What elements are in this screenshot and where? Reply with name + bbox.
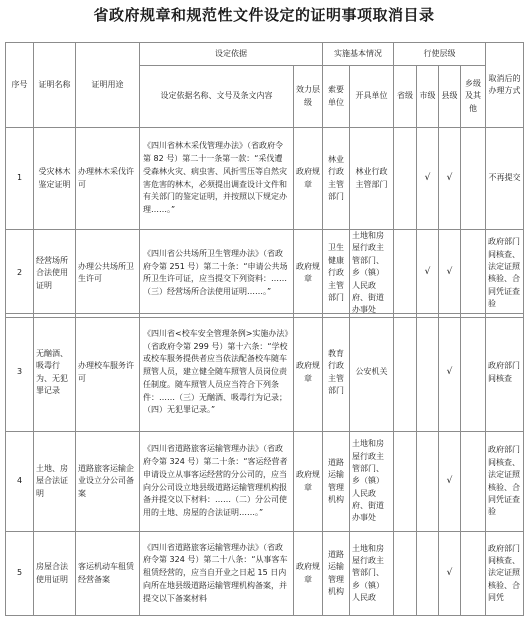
row-after: 政府部门间核查、法定证照核验、合同凭 [486, 532, 524, 616]
header-province: 省级 [394, 66, 417, 128]
row-township-mark [461, 432, 486, 532]
row-township-mark [461, 532, 486, 616]
row-province-mark [394, 432, 417, 532]
row-township-mark [461, 128, 486, 230]
row-level: 政府规章 [294, 532, 323, 616]
table-row [6, 314, 524, 432]
row-claim-unit: 教育行政主管部门 [323, 314, 350, 432]
header-level: 效力层级 [294, 66, 323, 128]
row-seq: 3 [6, 314, 34, 432]
header-name: 证明名称 [34, 43, 76, 128]
row-county-mark: √ [439, 532, 461, 616]
row-basis: 《四川省公共场所卫生管理办法》（省政府令第 251 号）第二十条：“申请公共场所卫生许可证，应当提交下列资料：……（三）经营场所合法使用证明……。” [140, 230, 294, 318]
row-township-mark [461, 230, 486, 318]
row-level: 政府规章 [294, 230, 323, 318]
row-city-mark: √ [417, 128, 439, 230]
row-city-mark [417, 314, 439, 432]
row-issue-unit: 公安机关 [350, 314, 394, 432]
table-row [6, 128, 524, 230]
header-claim-unit: 索要单位 [323, 66, 350, 128]
row-province-mark [394, 532, 417, 616]
row-name: 无酗酒、吸毒行为、无犯罪记录 [34, 314, 76, 432]
page-title: 省政府规章和规范性文件设定的证明事项取消目录 [93, 6, 435, 24]
row-level: 政府规章 [294, 314, 323, 432]
header-seq: 序号 [6, 43, 34, 128]
header-basis-group: 设定依据 [140, 43, 323, 66]
row-county-mark: √ [439, 432, 461, 532]
row-issue-unit: 土地和房屋行政主管部门、乡（镇）人民政 [350, 532, 394, 616]
row-name: 房屋合法使用证明 [34, 532, 76, 616]
row-claim-unit: 道路运输管理机构 [323, 532, 350, 616]
row-county-mark: √ [439, 230, 461, 318]
row-township-mark [461, 314, 486, 432]
row-seq: 4 [6, 432, 34, 532]
header-impl-group: 实施基本情况 [323, 43, 394, 66]
row-seq: 1 [6, 128, 34, 230]
row-level: 政府规章 [294, 432, 323, 532]
row-name: 受灾林木鉴定证明 [34, 128, 76, 230]
row-purpose: 办理公共场所卫生许可 [76, 230, 140, 318]
row-city-mark [417, 532, 439, 616]
header-purpose: 证明用途 [76, 43, 140, 128]
row-basis: 《四川省<校车安全管理条例>实施办法》（省政府令第 299 号）第十六条：“学校或校车服务提供者应当依法配备校车随车照管人员，建立健全随车照管人员岗位责任制度。随车照管人员应当符合下列条件：……（三）无酗酒、吸毒行为记录；（四）无犯罪记录。” [140, 314, 294, 432]
table-row [6, 230, 524, 318]
table-row [6, 432, 524, 532]
header-city: 市级 [417, 66, 439, 128]
row-purpose: 道路旅客运输企业设立分公司备案 [76, 432, 140, 532]
header-township: 乡级及其他 [461, 66, 486, 128]
certificate-table-part-2 [5, 313, 524, 616]
row-county-mark: √ [439, 128, 461, 230]
header-issue-unit: 开具单位 [350, 66, 394, 128]
row-claim-unit: 道路运输管理机构 [323, 432, 350, 532]
row-city-mark: √ [417, 230, 439, 318]
row-name: 经营场所合法使用证明 [34, 230, 76, 318]
row-after: 政府部门间核查、法定证照核验、合同凭证查验 [486, 230, 524, 318]
row-city-mark [417, 432, 439, 532]
row-basis: 《四川省林木采伐管理办法》（省政府令第 82 号）第二十一条第一款：“采伐遭受森林火灾、病虫害、风折雪压等自然灾害危害的林木，必须提出调查设计文件和有关部门的鉴定证明，并按照以下规定办理……。” [140, 128, 294, 230]
row-basis: 《四川省道路旅客运输管理办法》（省政府令第 324 号）第二十条：“客运经营者申请设立从事客运经营的分公司的，应当向分公司设立地县级道路运输管理机构报备并提交以下材料：……（二）分公司使用的土地、房屋的合法证明……。” [140, 432, 294, 532]
row-purpose: 客运机动车租赁经营备案 [76, 532, 140, 616]
row-county-mark: √ [439, 314, 461, 432]
header-after: 取消后的办理方式 [486, 43, 524, 128]
row-issue-unit: 林业行政主管部门 [350, 128, 394, 230]
header-basis-detail: 设定依据名称、文号及条文内容 [140, 66, 294, 128]
row-province-mark [394, 128, 417, 230]
row-claim-unit: 林业行政主管部门 [323, 128, 350, 230]
row-seq: 5 [6, 532, 34, 616]
row-issue-unit: 土地和房屋行政主管部门、乡（镇）人民政府、街道办事处 [350, 432, 394, 532]
row-level: 政府规章 [294, 128, 323, 230]
header-admin-group: 行使层级 [394, 43, 486, 66]
row-after: 政府部门间核查 [486, 314, 524, 432]
row-basis: 《四川省道路旅客运输管理办法》（省政府令第 324 号）第二十八条：“从事客车租赁经营的，应当自开业之日起 15 日内向所在地县级道路运输管理机构备案，并提交以下备案材料 [140, 532, 294, 616]
row-after: 不再提交 [486, 128, 524, 230]
row-province-mark [394, 314, 417, 432]
row-purpose: 办理校车服务许可 [76, 314, 140, 432]
row-seq: 2 [6, 230, 34, 318]
certificate-table-part-1 [5, 42, 524, 318]
row-after: 政府部门间核查、法定证照核验、合同凭证查验 [486, 432, 524, 532]
header-county: 县级 [439, 66, 461, 128]
row-purpose: 办理林木采伐许可 [76, 128, 140, 230]
table-row [6, 532, 524, 616]
row-issue-unit: 土地和房屋行政主管部门、乡（镇）人民政府、街道办事处 [350, 230, 394, 318]
row-claim-unit: 卫生健康行政主管部门 [323, 230, 350, 318]
row-province-mark [394, 230, 417, 318]
row-name: 土地、房屋合法证明 [34, 432, 76, 532]
